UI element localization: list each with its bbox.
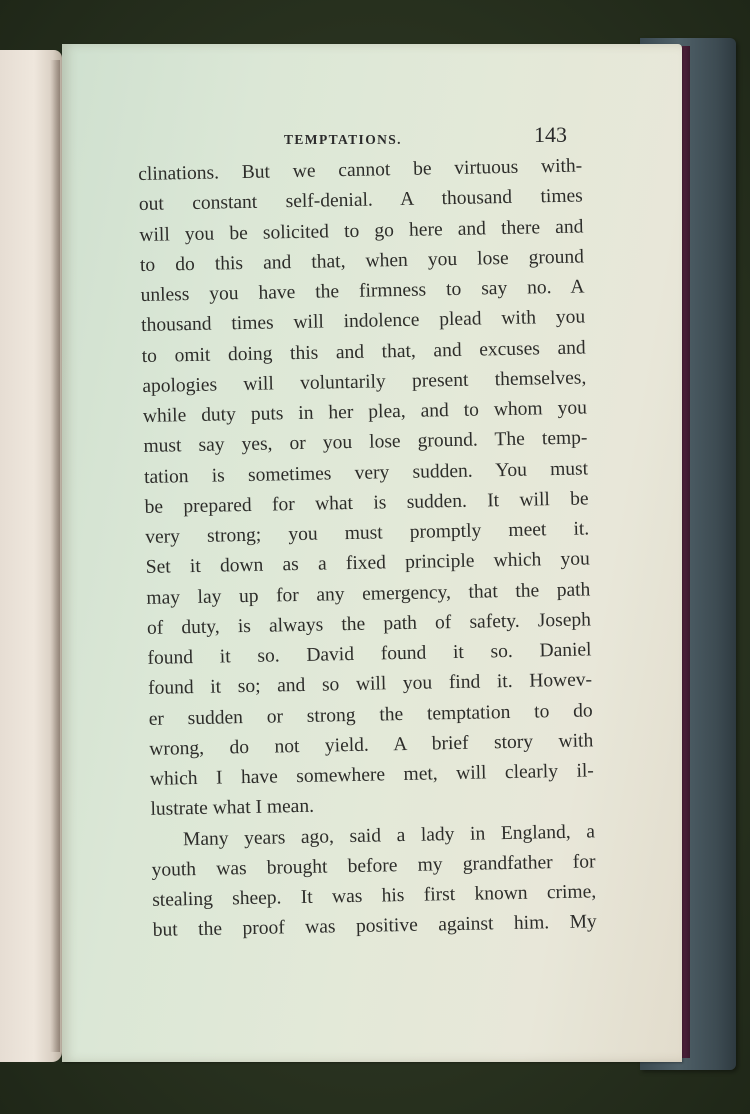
running-head: TEMPTATIONS. [284,132,402,147]
text-line: found it so. David found it so. Daniel [147,639,592,669]
text-line: but the proof was positive against him. My [152,911,597,942]
text-line: of duty, is always the path of safety. Joseph [146,609,592,639]
text-line: apologies will voluntarily present themselves, [142,367,587,397]
page-number: 143 [534,122,567,147]
text-line: to omit doing this and that, and excuses and [141,336,586,367]
page-gutter [50,60,60,1052]
page-header [62,122,682,152]
text-line: lustrate what I mean. [150,795,315,821]
text-line: Set it down as a fixed principle which you [145,548,590,579]
book-page [62,44,682,1062]
text-line: youth was brought before my grandfather for [151,851,596,881]
text-line: while duty puts in her plea, and to whom you [142,397,588,427]
text-line: to do this and that, when you lose ground [139,246,585,276]
text-line: found it so; and so will you find it. Howev- [147,669,593,700]
text-line: out constant self-denial. A thousand times [138,185,583,216]
text-line: Many years ago, said a lady in England, a [182,820,596,850]
text-line: thousand times will indolence plead with you [140,306,586,337]
text-line: stealing sheep. It was his first known crime, [152,881,597,911]
text-line: er sudden or strong the temptation to do [148,699,593,730]
text-line: clinations. But we cannot be virtuous with- [138,155,583,185]
text-line: tation is sometimes very sudden. You must [143,457,589,488]
text-line: unless you have the firmness to say no. A [140,276,585,306]
body-text [138,151,597,946]
text-line: must say yes, or you lose ground. The temp- [143,427,588,458]
text-line: which I have somewhere met, will clearly il- [149,760,595,790]
text-line: very strong; you must promptly meet it. [145,518,590,548]
text-line: will you be solicited to go here and there and [139,215,584,246]
text-line: be prepared for what is sudden. It will be [144,488,589,518]
text-line: may lay up for any emergency, that the path [146,578,591,609]
text-line: wrong, do not yield. A brief story with [149,730,594,760]
